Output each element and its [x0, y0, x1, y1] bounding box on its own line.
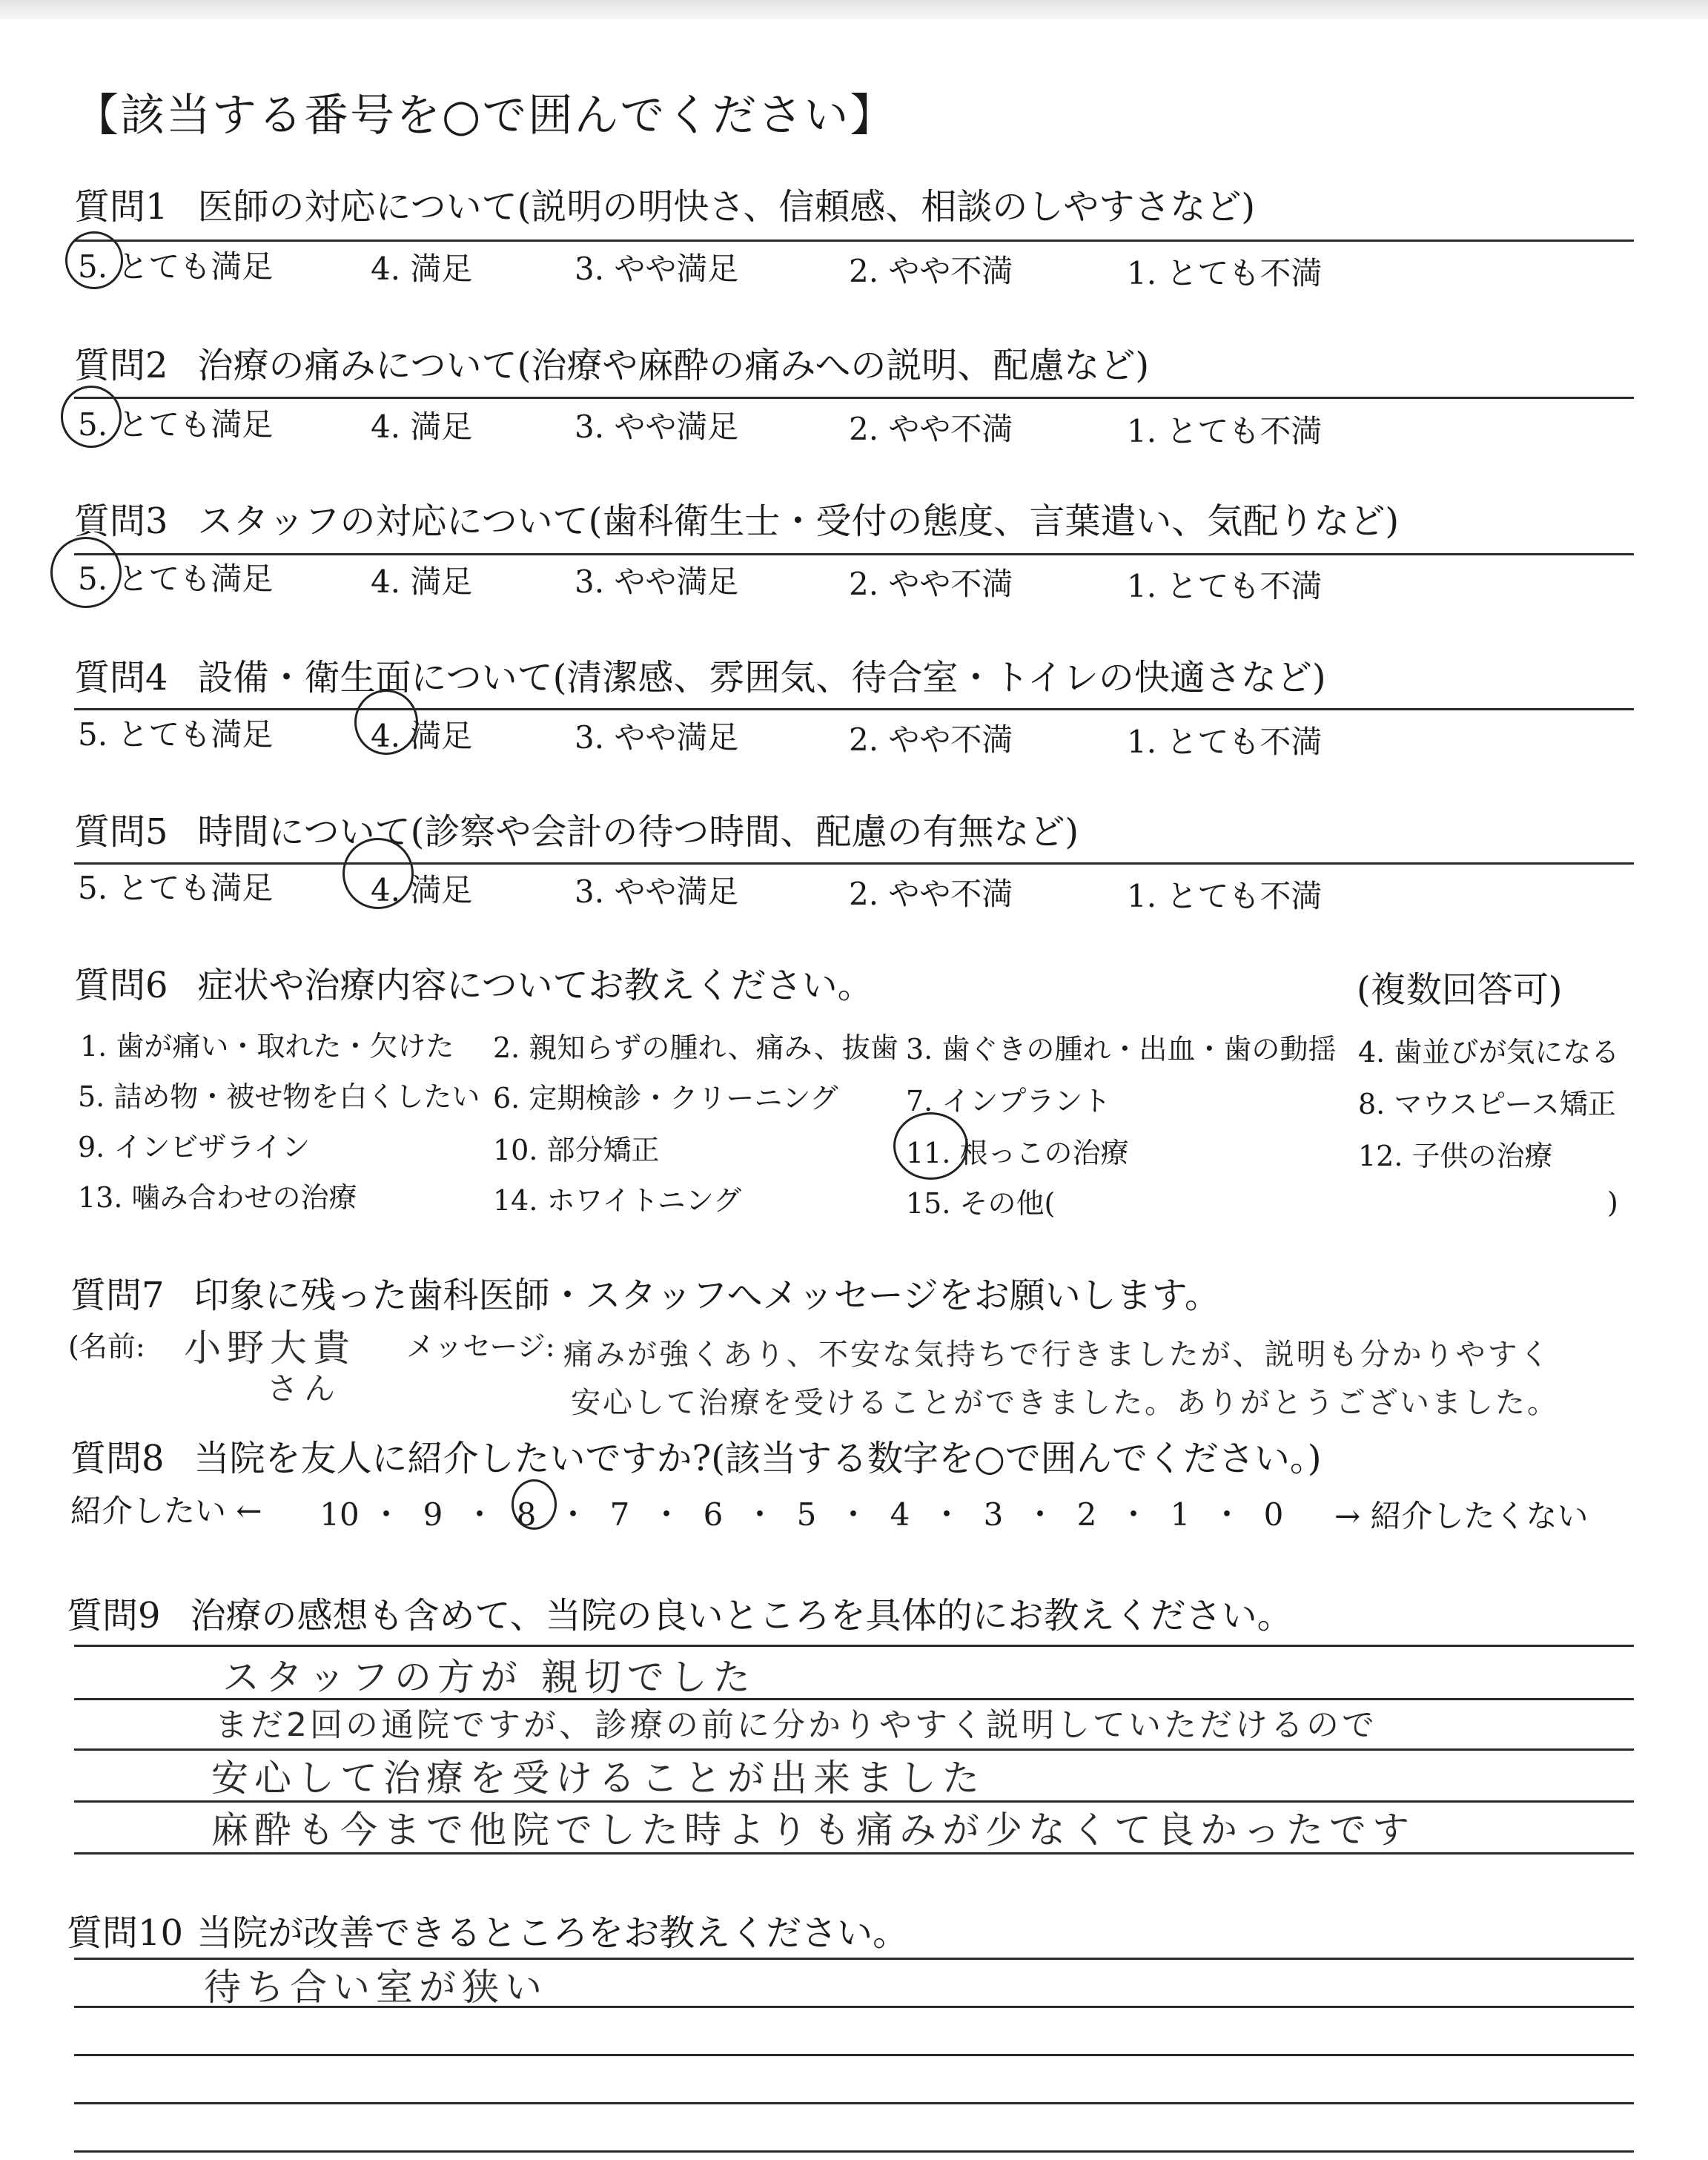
q2-option-3[interactable]: 3. やや満足: [575, 409, 739, 445]
q6-item-12[interactable]: 12. 子供の治療: [1358, 1140, 1553, 1172]
scale-value-0[interactable]: 0: [1263, 1496, 1284, 1533]
q1-option-1[interactable]: 1. とても不満: [1127, 255, 1323, 291]
divider: [74, 240, 1634, 242]
handwritten-answer-line-4: 麻酔も今まで他院でした時よりも痛みが少なくて良かったです: [211, 1809, 1415, 1852]
q1-option-3[interactable]: 3. やや満足: [575, 251, 739, 287]
q4-option-5[interactable]: 5. とても満足: [78, 716, 274, 753]
divider: [74, 862, 1634, 865]
scale-separator: ・: [837, 1496, 869, 1533]
q6-item-7[interactable]: 7. インプラント: [906, 1085, 1111, 1117]
q3-option-1[interactable]: 1. とても不満: [1127, 568, 1323, 604]
handwritten-answer-line-3: 安心して治療を受けることが出来ました: [211, 1757, 985, 1800]
scale-value-3[interactable]: 3: [983, 1496, 1004, 1533]
scale-separator: ・: [1024, 1496, 1056, 1533]
scale-value-7[interactable]: 7: [609, 1496, 630, 1533]
question-text: 医師の対応について(説明の明快さ、信頼感、相談のしやすさなど): [197, 186, 1256, 228]
question-text: 当院が改善できるところをお教えください。: [196, 1912, 909, 1954]
q6-item-11[interactable]: 11. 根っこの治療: [906, 1137, 1129, 1169]
question-6: [74, 957, 873, 1008]
q1-option-2[interactable]: 2. やや不満: [849, 253, 1013, 289]
handwritten-answer-line-1: スタッフの方が 親切でした: [222, 1656, 756, 1699]
q6-item-3[interactable]: 3. 歯ぐきの腫れ・出血・歯の動揺: [906, 1033, 1337, 1066]
scale-separator: ・: [1117, 1496, 1149, 1533]
answer-circle-mark: [342, 838, 414, 909]
q5-option-5[interactable]: 5. とても満足: [78, 870, 274, 906]
handwritten-honorific: さん: [267, 1370, 342, 1407]
question-text: 当院を友人に紹介したいですか?(該当する数字を○で囲んでください。): [193, 1438, 1322, 1479]
scan-edge: [0, 0, 1708, 19]
recommend-right-label: → 紹介したくない: [1334, 1498, 1589, 1534]
scale-separator: ・: [930, 1496, 962, 1533]
scale-value-2[interactable]: 2: [1076, 1496, 1097, 1533]
scale-separator: ・: [463, 1496, 495, 1533]
question-number: 質問2: [74, 345, 168, 386]
handwritten-name: 小野大貴: [184, 1327, 356, 1370]
question-5: [74, 803, 1079, 854]
q2-option-2[interactable]: 2. やや不満: [849, 411, 1013, 447]
q6-item-9[interactable]: 9. インビザライン: [78, 1131, 311, 1163]
q6-item-14[interactable]: 14. ホワイトニング: [493, 1184, 742, 1217]
answer-circle-mark: [893, 1112, 968, 1180]
recommend-left-label: 紹介したい ←: [70, 1493, 262, 1529]
q5-option-2[interactable]: 2. やや不満: [849, 876, 1013, 912]
q3-option-3[interactable]: 3. やや満足: [575, 564, 739, 600]
scale-separator: ・: [557, 1496, 589, 1533]
q4-option-3[interactable]: 3. やや満足: [575, 719, 739, 756]
q4-option-2[interactable]: 2. やや不満: [849, 721, 1013, 758]
scale-value-1[interactable]: 1: [1170, 1496, 1191, 1533]
q6-item-2[interactable]: 2. 親知らずの腫れ、痛み、抜歯: [493, 1031, 898, 1064]
q2-option-5[interactable]: 5. とても満足: [78, 406, 274, 443]
q6-item-6[interactable]: 6. 定期検診・クリーニング: [493, 1082, 838, 1114]
question-1: [74, 178, 1255, 229]
answer-circle-mark: [512, 1479, 557, 1530]
question-number: 質問8: [70, 1438, 165, 1479]
question-text: 症状や治療内容についてお教えください。: [197, 965, 873, 1006]
question-text: 時間について(診察や会計の待つ時間、配慮の有無など): [197, 811, 1079, 853]
q5-option-1[interactable]: 1. とても不満: [1127, 878, 1323, 914]
question-9: [67, 1587, 1293, 1638]
question-8: [70, 1430, 1322, 1481]
q4-option-4[interactable]: 4. 満足: [371, 718, 473, 754]
q6-item-5[interactable]: 5. 詰め物・被せ物を白くしたい: [78, 1080, 480, 1113]
scale-value-9[interactable]: 9: [423, 1496, 443, 1533]
q5-option-3[interactable]: 3. やや満足: [575, 873, 739, 910]
multiple-answer-note: (複数回答可): [1357, 969, 1563, 1011]
answer-circle-mark: [354, 690, 418, 755]
divider: [74, 553, 1634, 555]
message-label: メッセージ:: [406, 1330, 555, 1363]
question-10: [67, 1904, 908, 1955]
recommend-scale: [319, 1490, 1294, 1535]
question-text: 印象に残った歯科医師・スタッフへメッセージをお願いします。: [193, 1275, 1220, 1316]
question-number: 質問5: [74, 811, 168, 853]
q6-item-4[interactable]: 4. 歯並びが気になる: [1358, 1036, 1620, 1069]
handwritten-message-line-1: 痛みが強くあり、不安な気持ちで行きましたが、説明も分かりやすく: [563, 1338, 1552, 1372]
question-2: [74, 337, 1149, 388]
question-number: 質問1: [74, 186, 168, 228]
q6-item-10[interactable]: 10. 部分矯正: [493, 1134, 660, 1166]
answer-circle-mark: [65, 231, 123, 289]
name-label: (名前:: [68, 1330, 145, 1363]
question-4: [74, 649, 1326, 700]
q6-item-1[interactable]: 1. 歯が痛い・取れた・欠けた: [80, 1030, 454, 1063]
scale-separator: ・: [650, 1496, 682, 1533]
q1-option-4[interactable]: 4. 満足: [371, 251, 473, 287]
question-text: 治療の痛みについて(治療や麻酔の痛みへの説明、配慮など): [197, 345, 1150, 386]
divider: [74, 708, 1634, 710]
scale-separator: ・: [1211, 1496, 1242, 1533]
q6-item-15[interactable]: 15. その他(: [906, 1187, 1056, 1220]
handwritten-answer-line-2: まだ2回の通院ですが、診療の前に分かりやすく説明していただけるので: [215, 1706, 1377, 1744]
question-number: 質問7: [70, 1275, 165, 1316]
scale-separator: ・: [744, 1496, 775, 1533]
answer-line: [74, 1645, 1634, 1647]
question-text: スタッフの対応について(歯科衛生士・受付の態度、言葉遣い、気配りなど): [197, 501, 1400, 542]
scale-separator: ・: [370, 1496, 402, 1533]
q3-option-5[interactable]: 5. とても満足: [78, 561, 274, 597]
scale-value-8[interactable]: 8: [516, 1496, 537, 1533]
q1-option-5[interactable]: 5. とても満足: [78, 248, 274, 285]
scale-value-5[interactable]: 5: [796, 1496, 817, 1533]
answer-circle-mark: [50, 537, 122, 608]
answer-line: [74, 2150, 1634, 2153]
q4-option-1[interactable]: 1. とても不満: [1127, 724, 1323, 760]
question-text: 治療の感想も含めて、当院の良いところを具体的にお教えください。: [190, 1595, 1293, 1636]
answer-circle-mark: [61, 386, 122, 448]
scale-value-4[interactable]: 4: [890, 1496, 910, 1533]
question-number: 質問9: [67, 1595, 161, 1636]
q6-item-8[interactable]: 8. マウスピース矯正: [1358, 1088, 1616, 1120]
divider: [74, 397, 1634, 399]
q2-option-1[interactable]: 1. とても不満: [1127, 413, 1323, 449]
answer-line: [74, 2102, 1634, 2104]
answer-line: [74, 2054, 1634, 2056]
question-number: 質問10: [67, 1912, 184, 1954]
q3-option-2[interactable]: 2. やや不満: [849, 566, 1013, 602]
handwritten-improvement: 待ち合い室が狭い: [204, 1966, 548, 2009]
page-title: 【該当する番号を○で囲んでください】: [74, 90, 896, 142]
scale-value-10[interactable]: 10: [320, 1496, 360, 1533]
q5-option-4[interactable]: 4. 満足: [371, 872, 473, 908]
question-number: 質問4: [74, 657, 168, 698]
handwritten-message-line-2: 安心して治療を受けることができました。ありがとうございました。: [571, 1386, 1559, 1420]
question-number: 質問6: [74, 965, 168, 1006]
q3-option-4[interactable]: 4. 満足: [371, 564, 473, 600]
other-close-paren: ): [1607, 1186, 1618, 1219]
q2-option-4[interactable]: 4. 満足: [371, 409, 473, 445]
question-3: [74, 492, 1399, 544]
question-7: [70, 1266, 1220, 1318]
question-number: 質問3: [74, 501, 168, 542]
q6-item-13[interactable]: 13. 噛み合わせの治療: [78, 1181, 357, 1214]
question-text: 設備・衛生面について(清潔感、雰囲気、待合室・トイレの快適さなど): [197, 657, 1326, 698]
scale-value-6[interactable]: 6: [703, 1496, 724, 1533]
